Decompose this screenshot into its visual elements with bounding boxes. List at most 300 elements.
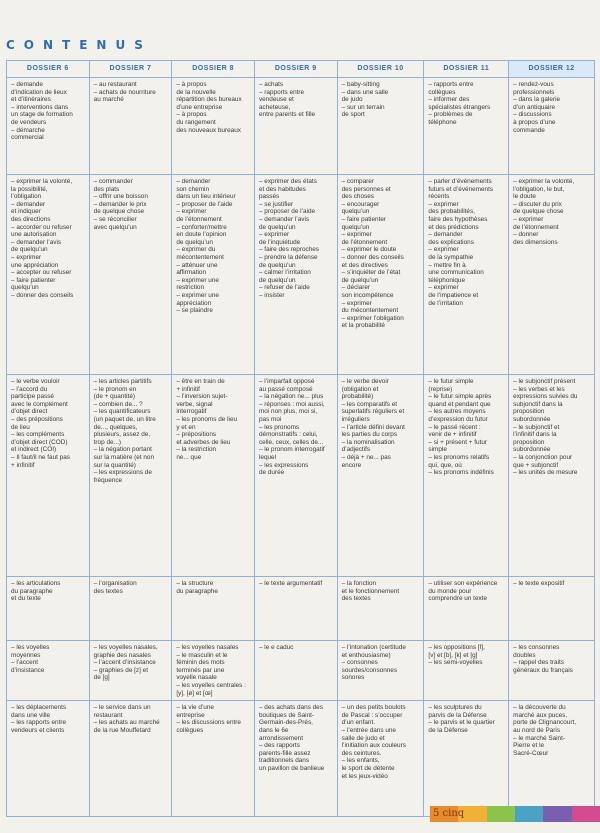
column-header: DOSSIER 11: [424, 61, 509, 78]
cell-text-line: – déjà + ne... pas: [341, 453, 391, 461]
cell-text-line: d’un antiquaire: [513, 103, 556, 111]
table-cell: [254, 375, 337, 577]
cell-text-line: appréciation: [176, 299, 212, 307]
table-cell: [254, 175, 337, 375]
cell-text-line: dans une ville: [11, 711, 51, 719]
cell-text-line: – discuter du prix: [513, 200, 562, 208]
table-cell: [509, 175, 595, 375]
cell-text-line: de la nouvelle: [176, 88, 216, 96]
cell-text-line: – achats: [258, 81, 284, 88]
cell-text-line: et adverbes de lieu: [176, 438, 231, 446]
cell-text-line: entre parents et fille: [258, 111, 316, 119]
cell-text-line: – Il faut/il ne faut pas: [11, 453, 70, 461]
cell-text-line: de [g]: [93, 674, 110, 682]
cell-text-line: quand et pendant que: [428, 400, 491, 408]
cell-text-line: – exprimer: [428, 200, 459, 208]
cell-text-line: dans un lieu intérieur: [176, 193, 236, 201]
cell-text-line: des personnes et: [341, 185, 391, 193]
cell-text-line: commercial: [11, 134, 44, 142]
cell-text-line: irréguliers: [341, 415, 370, 423]
cell-text-line: (obligation et: [341, 385, 379, 393]
cell-text-line: récents: [428, 193, 450, 201]
cell-text-line: de l’étonnement: [176, 215, 222, 223]
cell-text-line: – exprimer: [258, 231, 290, 239]
cell-text-line: (un paquet de, un litre: [93, 415, 156, 423]
cell-text-line: – les autres moyens: [428, 408, 486, 416]
cell-text-line: – au restaurant: [93, 81, 137, 88]
cell-text-line: des probabilités,: [428, 208, 475, 216]
cell-text-line: – baby-sitting: [341, 81, 380, 88]
table-cell: [337, 78, 424, 175]
cell-text-line: – atténuer une: [176, 261, 218, 269]
cell-text-line: l’obligation: [11, 193, 42, 201]
cell-text-line: – dans une salle: [341, 88, 389, 96]
cell-text-line: téléphone: [428, 118, 457, 126]
cell-text-line: – les voyelles nasales,: [93, 644, 158, 651]
cell-text-line: de l’inquiétude: [258, 238, 301, 246]
cell-text-line: des dimensions: [513, 238, 558, 246]
cell-text-line: – se justifier: [258, 200, 294, 208]
cell-text-line: quelqu’un: [341, 223, 370, 231]
cell-text-line: – combien de... ?: [93, 400, 143, 408]
cell-text-line: et indirect (COI): [11, 446, 57, 454]
cell-text-line: subordonnée: [513, 415, 551, 423]
cell-text-line: – les verbes et les: [513, 385, 565, 393]
cell-text-line: celle, ceux, celles de...: [258, 438, 324, 446]
column-header: DOSSIER 7: [89, 61, 172, 78]
cell-text-line: marché aux puces,: [513, 711, 568, 719]
table-cell: [7, 577, 90, 641]
cell-text-line: collègues: [428, 88, 456, 96]
cell-text-line: [v] et [b], [k] et [g]: [428, 651, 478, 659]
cell-text-line: à propos d’une: [513, 118, 556, 126]
cell-text-line: d’adjectifs: [341, 446, 371, 454]
table-cell: [172, 701, 255, 817]
cell-text-line: de l’impatience et: [428, 291, 479, 299]
cell-text-line: qui, que, où: [428, 461, 462, 469]
table-cell: [89, 375, 172, 577]
cell-text-line: verbe, signal: [176, 400, 213, 408]
cell-text-line: – la fonction: [341, 580, 377, 587]
cell-text-line: – les déplacements: [11, 704, 67, 712]
cell-text-line: – utiliser son expérience: [428, 580, 498, 587]
cell-text-line: encore: [341, 461, 362, 469]
cell-text-line: – rappel des traits: [513, 659, 564, 667]
cell-text-line: – parler d’événements: [428, 178, 492, 185]
table-cell: [337, 375, 424, 577]
cell-text-line: et d’itinéraires: [11, 96, 51, 104]
table-cell: [172, 78, 255, 175]
cell-text-line: de quelqu’un: [176, 238, 213, 246]
cell-text-line: affirmation: [176, 269, 207, 277]
cell-text-line: – les pronoms relatifs: [428, 453, 490, 461]
cell-text-line: + infinitif: [176, 385, 200, 393]
cell-text-line: – problèmes de: [428, 111, 473, 119]
header-row: [7, 61, 595, 78]
column-header: DOSSIER 9: [254, 61, 337, 78]
cell-text-line: – informer des: [428, 96, 470, 104]
page-number: 5 cinq: [433, 808, 465, 819]
cell-text-line: – les achats au marché: [93, 719, 160, 727]
cell-text-line: au marché: [93, 96, 124, 104]
cell-text-line: – le pronom interrogatif: [258, 446, 325, 454]
cell-text-line: – le futur simple: [428, 378, 474, 385]
cell-text-line: moi non plus, moi si,: [258, 408, 318, 416]
cell-text-line: – réponses : moi aussi,: [258, 400, 325, 408]
cell-text-line: de quelque chose: [93, 208, 145, 216]
table-cell: [254, 701, 337, 817]
cell-text-line: – accepter ou refuser: [11, 269, 72, 277]
table-cell: [509, 78, 595, 175]
cell-text-line: subordonnée: [513, 446, 551, 454]
table-cell: [337, 701, 424, 817]
cell-text-line: [y], [ø] et [œ]: [176, 689, 213, 697]
cell-text-line: – les discussions entre: [176, 719, 241, 727]
cell-text-line: de la rue Mouffetard: [93, 726, 151, 734]
cell-text-line: interrogatif: [176, 408, 207, 416]
cell-text-line: téléphonique: [428, 276, 466, 284]
column-header: DOSSIER 8: [172, 61, 255, 78]
table-cell: [509, 375, 595, 577]
cell-text-line: du monde pour: [428, 587, 472, 595]
table-cell: [254, 577, 337, 641]
cell-text-line: au passé composé: [258, 385, 313, 393]
cell-text-line: – demander l’avis: [258, 215, 310, 223]
table-cell: [7, 375, 90, 577]
cell-text-line: – discussions: [513, 111, 552, 119]
cell-text-line: – insister: [258, 291, 285, 299]
table-cell: [424, 375, 509, 577]
cell-text-line: terminés par une: [176, 666, 225, 674]
cell-text-line: – les unités de mesure: [513, 469, 578, 477]
cell-text-line: spécialistes étrangers: [428, 103, 491, 111]
cell-text-line: professionnels: [513, 88, 555, 96]
cell-text-line: – le masculin et le: [176, 651, 228, 659]
cell-text-line: Pierre et le: [513, 742, 545, 750]
cell-text-line: commande: [513, 126, 545, 134]
table-cell: [7, 175, 90, 375]
cell-text-line: de durée: [258, 469, 285, 477]
cell-text-line: de quelqu’un: [258, 261, 296, 269]
cell-text-line: – démarche: [11, 126, 45, 134]
cell-text-line: et des directives: [341, 261, 388, 269]
table-cell: [337, 175, 424, 375]
cell-text-line: Sacré-Cœur: [513, 749, 549, 757]
cell-text-line: – prendre la défense: [258, 253, 318, 261]
cell-text-line: moyennes: [11, 651, 41, 659]
cell-text-line: – les rapports entre: [11, 719, 67, 727]
cell-text-line: – l’imparfait opposé: [258, 378, 315, 385]
cell-text-line: – le subjonctif présent: [513, 378, 576, 385]
cell-text-line: – l’organisation: [93, 580, 137, 587]
cell-text-line: – exprimer: [341, 299, 372, 307]
table-cell: [254, 641, 337, 701]
cell-text-line: – si + présent + futur: [428, 438, 488, 446]
cell-text-line: en doute l’opinion: [176, 231, 227, 239]
cell-text-line: – les sculptures du: [428, 704, 482, 712]
cell-text-line: – proposer de l’aide: [258, 208, 316, 216]
cell-text-line: sourdes/consonnes: [341, 666, 398, 674]
cell-text-line: – l’inversion sujet-: [176, 393, 228, 401]
cell-text-line: graphie des nasales: [93, 651, 151, 659]
cell-text-line: d’indication de lieux: [11, 88, 67, 96]
table-row: [7, 577, 595, 641]
column-header: DOSSIER 10: [337, 61, 424, 78]
cell-text-line: y et en: [176, 423, 196, 431]
cell-text-line: – l’article défini devant: [341, 423, 405, 431]
cell-text-line: – le verbe vouloir: [11, 378, 60, 385]
cell-text-line: – faire patienter: [341, 215, 387, 223]
cell-text-line: et indiquer: [11, 208, 41, 216]
cell-text-line: entreprise: [176, 711, 205, 719]
cell-text-line: et la probabilité: [341, 322, 385, 330]
cell-text-line: passés: [258, 193, 280, 201]
table-cell: [172, 577, 255, 641]
cell-text-line: de Pascal : s’occuper: [341, 711, 403, 719]
cell-text-line: parvis de la Défense: [428, 711, 487, 719]
cell-text-line: – la négation portant: [93, 446, 152, 454]
cell-text-line: – sur un terrain: [341, 103, 385, 111]
cell-text-line: + infinitif: [11, 461, 35, 469]
cell-text-line: simple: [428, 446, 447, 454]
cell-text-line: – l’accent: [11, 659, 38, 667]
cell-text-line: – graphies de [z] et: [93, 666, 149, 674]
cell-text-line: (reprise): [428, 385, 453, 393]
cell-text-line: – demander: [176, 178, 211, 185]
cell-text-line: l’infinitif dans la: [513, 431, 557, 439]
cell-text-line: de quelqu’un: [258, 276, 296, 284]
cell-text-line: du paragraphe: [176, 587, 218, 595]
cell-text-line: – exprimer le doute: [341, 246, 397, 254]
cell-text-line: – des prépositions: [11, 415, 63, 423]
cell-text-line: – les voyelles nasales: [176, 644, 239, 651]
cell-text-line: – rapports entre: [428, 81, 474, 88]
cell-text-line: expressions suivies du: [513, 393, 578, 401]
cell-text-line: – rapports entre: [258, 88, 305, 96]
cell-text-line: – l’intonation (certitude: [341, 644, 406, 651]
cell-text-line: – exprimer la volonté,: [513, 178, 575, 185]
cell-text-line: superlatifs réguliers et: [341, 408, 405, 416]
cell-text-line: – exprimer: [176, 208, 207, 216]
cell-text-line: – achats de nourriture: [93, 88, 156, 96]
cell-text-line: – interventions dans: [11, 103, 69, 111]
cell-text-line: du rangement: [176, 118, 216, 126]
cell-text-line: arrondissement: [258, 734, 304, 742]
cell-text-line: sonores: [341, 674, 365, 682]
cell-text-line: probabilité): [341, 393, 374, 401]
cell-text-line: – calmer l’irritation: [258, 269, 311, 277]
cell-text-line: de..., quelques,: [93, 423, 138, 431]
cell-text-line: la possibilité,: [11, 185, 48, 193]
table-cell: [7, 641, 90, 701]
cell-text-line: – prépositions: [176, 431, 217, 439]
cell-text-line: – des achats dans des: [258, 704, 323, 712]
cell-text-line: de vendeurs: [11, 118, 47, 126]
cell-text-line: de quelque chose: [513, 208, 564, 216]
cell-text-line: – exprimer une: [176, 276, 219, 284]
cell-text-line: son incompétence: [341, 291, 394, 299]
cell-text-line: ne... que: [176, 453, 202, 461]
cell-text-line: – les articulations: [11, 580, 61, 587]
cell-text-line: – des rapports: [258, 742, 300, 750]
cell-text-line: – le texte argumentatif: [258, 580, 323, 587]
cell-text-line: – les expressions: [258, 461, 309, 469]
cell-text-line: le doute: [513, 193, 536, 201]
cell-text-line: – le pronom en: [93, 385, 137, 393]
cell-text-line: un pavillon de banlieue: [258, 764, 325, 772]
cell-text-line: un stage de formation: [11, 111, 73, 119]
cell-text-line: – le passé récent :: [428, 423, 481, 431]
cell-text-line: collègues: [176, 726, 204, 734]
cell-text-line: vendeuse et: [258, 96, 294, 104]
table-cell: [424, 701, 509, 817]
cell-text-line: quelqu’un: [341, 208, 370, 216]
footer-color-segment: [487, 806, 515, 822]
table-row: [7, 641, 595, 701]
cell-text-line: au nord de Paris: [513, 726, 561, 734]
cell-text-line: – le e caduc: [258, 644, 294, 651]
cell-text-line: lequel: [258, 453, 277, 461]
cell-text-line: – les articles partitifs: [93, 378, 152, 385]
cell-text-line: – être en train de: [176, 378, 225, 385]
cell-text-line: – la vie d’une: [176, 704, 214, 712]
cell-text-line: – la conjonction pour: [513, 453, 573, 461]
cell-text-line: – exprimer l’obligation: [341, 314, 404, 322]
cell-text-line: – se plaindre: [176, 307, 213, 315]
table-row: [7, 175, 595, 375]
cell-text-line: restriction: [176, 284, 205, 292]
cell-text-line: – demander le prix: [93, 200, 147, 208]
cell-text-line: de la Défense: [428, 726, 468, 734]
cell-text-line: – conforter/mettre: [176, 223, 227, 231]
cell-text-line: de l’étonnement: [513, 223, 559, 231]
table-cell: [7, 701, 90, 817]
page-title: CONTENUS: [6, 38, 152, 52]
cell-text-line: – exprimer des états: [258, 178, 317, 185]
table-cell: [254, 78, 337, 175]
cell-text-line: – exprimer la volonté,: [11, 178, 73, 185]
table-cell: [509, 577, 595, 641]
cell-text-line: – les voyelles centrales :: [176, 681, 246, 689]
cell-text-line: que + subjonctif: [513, 461, 559, 469]
cell-text-line: – le parvis et le quartier: [428, 719, 495, 727]
table-row: [7, 375, 595, 577]
cell-text-line: – le marché Saint-: [513, 734, 566, 742]
cell-text-line: pas moi: [258, 415, 282, 423]
table-cell: [424, 577, 509, 641]
cell-text-line: – l’entrée dans une: [341, 726, 396, 734]
cell-text-line: – le subjonctif et: [513, 423, 560, 431]
footer-color-segment: [543, 806, 571, 822]
cell-text-line: – exprimer du: [176, 246, 216, 254]
cell-text-line: et du texte: [11, 595, 41, 603]
cell-text-line: une autorisation: [11, 231, 57, 239]
cell-text-line: – demande: [11, 81, 43, 88]
cell-text-line: une appréciation: [11, 261, 59, 269]
cell-text-line: comprendre un texte: [428, 595, 488, 603]
cell-text-line: participe passé: [11, 393, 54, 401]
cell-text-line: – les voyelles: [11, 644, 50, 651]
cell-text-line: et enthousiasme): [341, 651, 391, 659]
cell-text-line: subjonctif dans la: [513, 400, 563, 408]
cell-text-line: l’initiation aux couleurs: [341, 742, 406, 750]
cell-text-line: d’une entreprise: [176, 103, 223, 111]
cell-text-line: du paragraphe: [11, 587, 53, 595]
cell-text-line: féminin des mots: [176, 659, 225, 667]
cell-text-line: proposition: [513, 438, 545, 446]
cell-text-line: – à propos: [176, 111, 207, 119]
cell-text-line: – le futur simple après: [428, 393, 492, 401]
cell-text-line: – faire patienter: [11, 276, 56, 284]
cell-text-line: restaurant: [93, 711, 123, 719]
cell-text-line: – la restriction: [176, 446, 217, 454]
cell-text-line: des choses: [341, 193, 374, 201]
cell-text-line: et des habitudes: [258, 185, 306, 193]
cell-text-line: – exprimer: [11, 253, 42, 261]
cell-text-line: démonstratifs : celui,: [258, 431, 318, 439]
cell-text-line: – commander: [93, 178, 133, 185]
cell-text-line: d’objet direct (COD): [11, 438, 68, 446]
cell-text-line: des ceintures.: [341, 749, 382, 757]
cell-text-line: – se réconcilier: [93, 215, 137, 223]
cell-text-line: – les enfants,: [341, 757, 380, 765]
cell-text-line: – un des petits boulots: [341, 704, 406, 712]
table-cell: [89, 175, 172, 375]
cell-text-line: le sport de détente: [341, 764, 395, 772]
cell-text-line: – dans la galerie: [513, 96, 561, 104]
cell-text-line: acheteuse,: [258, 103, 291, 111]
table-cell: [89, 577, 172, 641]
column-header: DOSSIER 12: [509, 61, 595, 78]
cell-text-line: – demander l’avis: [11, 238, 62, 246]
cell-text-line: de sport: [341, 111, 365, 119]
cell-text-line: boutiques de Saint-: [258, 711, 315, 719]
cell-text-line: de quelqu’un: [341, 276, 379, 284]
cell-text-line: porte de Clignancourt,: [513, 719, 577, 727]
cell-text-line: – les pronoms indéfinis: [428, 469, 494, 477]
cell-text-line: et le fonctionnement: [341, 587, 400, 595]
cell-text-line: – la nominalisation: [341, 438, 395, 446]
cell-text-line: fréquence: [93, 476, 123, 484]
table-cell: [424, 641, 509, 701]
cell-text-line: – déclarer: [341, 284, 371, 292]
cell-text-line: – les quantificateurs: [93, 408, 151, 416]
cell-text-line: mécontentement: [176, 253, 224, 261]
cell-text-line: – consonnes: [341, 659, 378, 667]
cell-text-line: Germain-des-Prés,: [258, 719, 313, 727]
cell-text-line: des directions: [11, 215, 51, 223]
table-cell: [89, 78, 172, 175]
cell-text-line: des explications: [428, 238, 474, 246]
table-row: [7, 78, 595, 175]
footer-color-segment: [515, 806, 543, 822]
cell-text-line: – mettre fin à: [428, 261, 466, 269]
cell-text-line: – refuser de l’aide: [258, 284, 310, 292]
cell-text-line: – les compléments: [11, 431, 65, 439]
cell-text-line: l’obligation, le but,: [513, 185, 565, 193]
table-cell: [89, 701, 172, 817]
cell-text-line: – accorder ou refuser: [11, 223, 72, 231]
cell-text-line: salle de judo et: [341, 734, 385, 742]
cell-text-line: proposition: [513, 408, 545, 416]
cell-text-line: – le texte expositif: [513, 580, 565, 587]
cell-text-line: – rendez-vous: [513, 81, 554, 88]
cell-text-line: – s’inquiéter de l’état: [341, 269, 401, 277]
table-cell: [509, 701, 595, 817]
cell-text-line: traditionnels dans: [258, 757, 310, 765]
table-cell: [337, 641, 424, 701]
cell-text-line: – exprimer une: [176, 291, 219, 299]
